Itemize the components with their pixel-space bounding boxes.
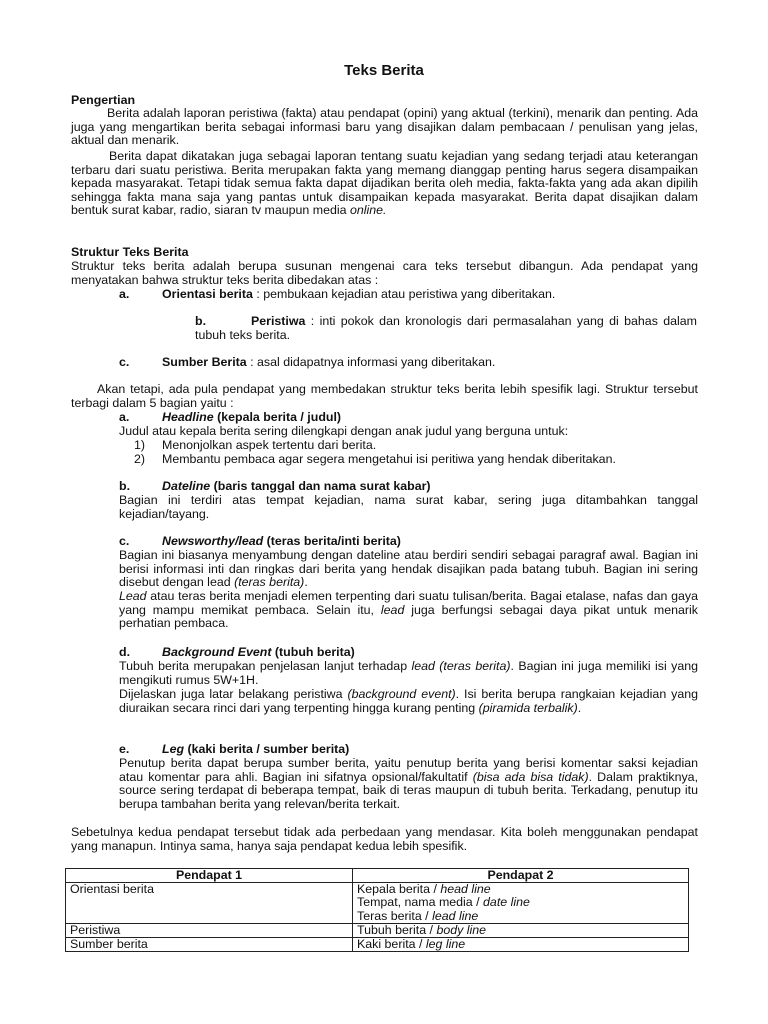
- term: (kaki berita / sumber berita): [184, 742, 350, 756]
- term: Sumber Berita: [162, 355, 247, 369]
- list-letter: c.: [119, 534, 130, 548]
- table-cell: Orientasi berita: [66, 883, 353, 924]
- part-b-text: Bagian ini terdiri atas tempat kejadian, nama surat kabar, sering juga ditambahkan tanggal kejadian/tayang.: [119, 493, 698, 521]
- term: (kepala berita / judul): [213, 410, 342, 424]
- italic-text: lead: [380, 602, 405, 617]
- paragraph-struktur-intro2: [71, 383, 698, 410]
- italic-text: (background event): [347, 687, 456, 701]
- paragraph-text: Tubuh berita merupakan penjelasan lanjut terhadap: [119, 659, 412, 673]
- term-desc: : pembukaan kejadian atau peristiwa yang diberitakan.: [252, 287, 556, 301]
- paragraph-text: Bagian ini biasanya menyambung dengan dateline atau berdiri sendiri sebagai paragraf awal. Bagian ini berisi informasi inti dan ringkas dari berita yang hendak disajikan pada batang tubuh. Bagian ini sering disebut dengan lead: [119, 548, 698, 590]
- punctuation: .: [577, 700, 582, 715]
- list-letter: b.: [195, 314, 207, 328]
- italic-text: (piramida terbalik): [478, 700, 578, 715]
- paragraph-text: Berita adalah laporan peristiwa (fakta) atau pendapat (opini) yang aktual (terkini), menarik dan penting. Ada juga yang mengartikan berita sebagai informasi baru yang disajikan dalam pembacaan / penulisan yang jelas, aktual dan menarik.: [71, 106, 698, 148]
- term: Peristiwa: [251, 314, 306, 328]
- term: (tubuh berita): [271, 645, 355, 659]
- italic-text: Lead: [119, 589, 147, 603]
- table-cell: Sumber berita: [66, 938, 353, 952]
- part-a-list-item-1: [134, 439, 698, 453]
- table-row: [66, 938, 689, 952]
- cell-text: Teras berita /: [357, 908, 433, 923]
- cell-text-italic: head line: [440, 882, 491, 897]
- italic-text: online.: [349, 203, 387, 218]
- list-item-struktur-b: [195, 315, 697, 342]
- term-desc: : inti pokok dan kronologis dari permasalahan yang di bahas dalam tubuh teks berita.: [195, 314, 697, 342]
- part-d-text-1: [119, 660, 698, 687]
- paragraph-text: . Isi berita berupa rangkaian kejadian yang diuraikan secara rinci dari yang terpenting hingga kurang penting: [119, 687, 698, 715]
- italic-text: lead (teras berita): [411, 659, 511, 673]
- term-desc: : asal didapatnya informasi yang diberitakan.: [246, 355, 496, 369]
- term-italic: Newsworthy/lead: [162, 534, 264, 548]
- term-italic: Dateline: [162, 479, 211, 493]
- paragraph-text: . Dalam praktiknya, source sering terdapat di beberapa tempat, baik di teras maupun di tubuh berita. Terkadang, penutup itu berupa tambahan berita yang relevan/berita terkait.: [119, 769, 699, 811]
- paragraph-pengertian-1: [71, 107, 698, 148]
- section-heading-struktur: Struktur Teks Berita: [71, 245, 189, 259]
- cell-text: Kaki berita /: [357, 937, 426, 952]
- paragraph-text: Penutup berita dapat berupa sumber berita, yaitu penutup berita yang berisi komentar saksi kejadian atau komentar para ahli. Bagian ini sifatnya opsional/fakultatif: [119, 756, 698, 784]
- cell-text-italic: lead line: [432, 908, 479, 923]
- table-cell: Peristiwa: [66, 923, 353, 937]
- table-header-pendapat-2: Pendapat 2: [353, 869, 689, 883]
- part-a-list-item-2: [134, 453, 698, 467]
- term: Orientasi berita: [162, 287, 253, 301]
- term-italic: Background Event: [162, 645, 272, 659]
- cell-line: [357, 910, 684, 923]
- term-italic: Headline: [162, 410, 214, 424]
- term: (baris tanggal dan nama surat kabar): [210, 479, 431, 493]
- table-row: [66, 923, 689, 937]
- list-letter: d.: [119, 645, 131, 659]
- paragraph-text: Dijelaskan juga latar belakang peristiwa: [119, 687, 348, 701]
- list-text: Menonjolkan aspek tertentu dari berita.: [162, 438, 377, 452]
- table-cell: [353, 938, 689, 952]
- cell-text: Tempat, nama media /: [357, 895, 484, 910]
- paragraph-conclusion: Sebetulnya kedua pendapat tersebut tidak ada perbedaan yang mendasar. Kita boleh menggunakan pendapat yang manapun. Intinya sama, hanya saja pendapat kedua lebih spesifik.: [71, 825, 698, 853]
- paragraph-text: atau teras berita menjadi elemen terpenting dari suatu tulisan/berita. Bagai etalase, nafas dan gaya yang mampu memikat pembaca. Selain itu,: [119, 589, 698, 617]
- cell-text: Kepala berita /: [357, 882, 441, 897]
- cell-text-italic: leg line: [425, 937, 466, 952]
- punctuation: .: [304, 575, 308, 590]
- table-header-pendapat-1: Pendapat 1: [66, 869, 353, 883]
- cell-text: Tubuh berita /: [357, 922, 437, 937]
- part-e-text-1: [119, 757, 698, 811]
- part-a-text: Judul atau kepala berita sering dilengkapi dengan anak judul yang berguna untuk:: [119, 424, 569, 438]
- table-row: [66, 883, 689, 924]
- cell-text-italic: body line: [436, 922, 487, 937]
- part-d-text-2: [119, 688, 698, 715]
- paragraph-text: Akan tetapi, ada pula pendapat yang membedakan struktur teks berita lebih spesifik lagi. Struktur tersebut terbagi dalam 5 bagian yaitu :: [71, 382, 698, 410]
- part-c-text-1: [119, 549, 698, 590]
- paragraph-text: juga berfungsi sebagai daya pikat untuk menarik perhatian pembaca.: [119, 602, 698, 631]
- paragraph-pengertian-2: [71, 150, 698, 218]
- paragraph-text: Berita dapat dikatakan juga sebagai laporan tentang suatu kejadian yang sedang terjadi atau keterangan terbaru dari suatu peristiwa. Berita merupakan fakta yang memang dianggap penting harus segera disampaikan kepada masyarakat. Tetapi tidak semua fakta dapat dijadikan berita oleh media, fakta-fakta yang ada akan dipilih sehingga fakta mana saja yang pantas untuk disampaikan kepada masyarakat. Berita dapat disajikan dalam bentuk surat kabar, radio, siaran tv maupun media: [71, 149, 698, 218]
- section-heading-pengertian: Pengertian: [71, 93, 136, 107]
- list-letter: a.: [119, 410, 130, 424]
- part-c-text-2: [119, 590, 698, 631]
- list-text: Membantu pembaca agar segera mengetahui isi peritiwa yang hendak diberitakan.: [162, 452, 616, 466]
- list-number: 2): [134, 452, 146, 466]
- page-title: Teks Berita: [344, 62, 424, 79]
- italic-text: (bisa ada bisa tidak): [472, 769, 589, 784]
- paragraph-text: . Bagian ini juga memiliki isi yang mengikuti rumus 5W+1H.: [119, 659, 699, 687]
- table-cell: [353, 883, 689, 924]
- italic-text: (teras berita): [234, 575, 305, 590]
- cell-text-italic: date line: [483, 895, 530, 910]
- list-letter: b.: [119, 479, 131, 493]
- term-italic: Leg: [162, 742, 185, 756]
- term: (teras berita/inti berita): [263, 534, 401, 548]
- table-header-row: [66, 869, 689, 883]
- list-letter: c.: [119, 355, 130, 369]
- paragraph-struktur-intro: Struktur teks berita adalah berupa susunan mengenai cara teks tersebut dibangun. Ada pendapat yang menyatakan bahwa struktur teks berita dibedakan atas :: [71, 259, 698, 287]
- list-number: 1): [134, 438, 146, 452]
- list-letter: a.: [119, 287, 130, 301]
- list-letter: e.: [119, 742, 130, 756]
- comparison-table: [65, 868, 689, 952]
- table-cell: [353, 923, 689, 937]
